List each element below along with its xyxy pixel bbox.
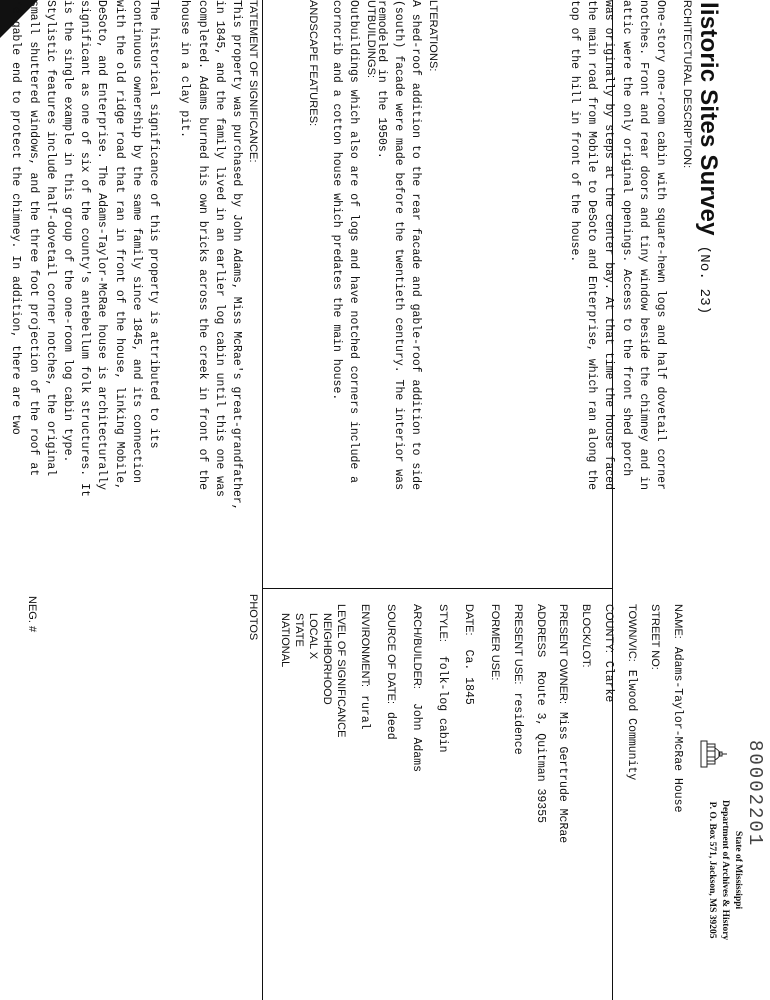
text-line: was originally by steps at the center bay. At that time the house faced bbox=[602, 0, 616, 490]
significance-neighborhood: NEIGHBORHOOD bbox=[321, 613, 333, 705]
text-line: (south) facade were made before the twentieth century. The interior was bbox=[391, 0, 405, 490]
field-label: NAME: bbox=[672, 604, 684, 639]
level-of-significance-heading: LEVEL OF SIGNIFICANCE bbox=[335, 604, 347, 738]
statement-paragraph-1 bbox=[176, 0, 245, 511]
alterations-heading: LTERATIONS: bbox=[427, 0, 439, 72]
form-number: (No. 23) bbox=[696, 245, 712, 315]
text-line: in 1845, and the family lived in an earlier log cabin until this one was bbox=[212, 0, 226, 497]
landscape-features-heading: ANDSCAPE FEATURES: bbox=[307, 0, 319, 127]
text-line: completed. Adams burned his own bricks across the creek in front of the bbox=[195, 0, 209, 490]
field-value: Clarke bbox=[602, 660, 615, 703]
form-title-text: listoric Sites Survey bbox=[695, 2, 722, 236]
field-label: STREET NO: bbox=[649, 604, 661, 670]
field-present-owner bbox=[555, 604, 573, 843]
field-style bbox=[435, 604, 453, 753]
text-line: DeSoto, and Enterprise. The Adams-Taylor-McRae house is architecturally bbox=[95, 0, 109, 490]
field-value: John Adams bbox=[410, 702, 423, 772]
field-address bbox=[533, 604, 551, 823]
text-line: The historical significance of this property is attributed to its bbox=[147, 0, 160, 449]
field-value: deed bbox=[384, 712, 397, 740]
field-date bbox=[461, 604, 479, 705]
text-line: Outbuildings which also are of logs and have notched corners include a bbox=[347, 0, 360, 484]
field-value: Adams-Taylor-McRae House bbox=[671, 646, 684, 813]
text-line: notches. Front and rear doors and tiny window beside the chimney and in bbox=[636, 0, 650, 490]
field-label: TOWN/VIC: bbox=[626, 604, 638, 662]
field-label: PRESENT OWNER: bbox=[557, 604, 569, 705]
field-value: Miss Gertrude McRae bbox=[556, 712, 569, 844]
field-present-use bbox=[510, 604, 528, 755]
field-arch-builder bbox=[409, 604, 427, 772]
field-label: ADDRESS bbox=[535, 604, 547, 658]
form-title bbox=[694, 2, 722, 314]
state-capitol-seal-icon bbox=[696, 736, 730, 772]
text-line: small shuttered windows, and the three foot projection of the roof at bbox=[26, 0, 40, 477]
outbuildings-heading: UTBUILDINGS: bbox=[365, 0, 377, 79]
text-line: A shed-roof addition to the rear facade and gable-roof addition to side bbox=[409, 0, 422, 490]
field-label: ENVIRONMENT: bbox=[359, 604, 371, 688]
field-value: Elwood Community bbox=[625, 669, 638, 781]
field-town-vic bbox=[624, 604, 642, 780]
text-line: Stylistic features include half-dovetail corner notches, the original bbox=[43, 0, 57, 477]
field-value: residence bbox=[511, 692, 524, 755]
architectural-description-text bbox=[566, 0, 669, 490]
field-street-no bbox=[647, 604, 665, 678]
agency-line: P. O. Box 571, Jackson, MS 39205 bbox=[707, 801, 717, 939]
field-label: DATE: bbox=[463, 604, 475, 636]
field-name bbox=[670, 604, 688, 812]
field-label: STYLE: bbox=[437, 604, 449, 642]
text-line: significant as one of six of the county's antebellum folk structures. It bbox=[78, 0, 92, 497]
outbuildings-text bbox=[328, 0, 362, 483]
text-line: attic were the only original openings. Access to the front shed porch bbox=[619, 0, 633, 477]
field-former-use bbox=[487, 604, 505, 688]
field-label: FORMER USE: bbox=[489, 604, 501, 681]
text-line: 'e gable end to protect the chimney. In addition, there are two bbox=[9, 0, 23, 435]
field-label: ARCH/BUILDER: bbox=[411, 604, 423, 689]
field-label: COUNTY: bbox=[603, 604, 615, 653]
field-label: PRESENT USE: bbox=[512, 604, 524, 685]
text-line: continuous ownership by the same family since 1845, and its connection bbox=[129, 0, 143, 484]
text-line: One-story one-room cabin with square-hewn logs and half dovetail corner bbox=[654, 0, 667, 490]
text-line: This property was purchased by John Adams, Miss McRae's great-grandfather, bbox=[230, 0, 243, 511]
field-county bbox=[601, 604, 619, 702]
alterations-text bbox=[372, 0, 424, 490]
field-value: Route 3, Quitman 39355 bbox=[534, 671, 547, 824]
significance-national: NATIONAL bbox=[279, 613, 291, 668]
field-environment bbox=[357, 604, 375, 730]
agency-address-block bbox=[705, 800, 744, 940]
significance-local: LOCAL X bbox=[307, 613, 319, 660]
field-block-lot bbox=[578, 604, 596, 676]
text-line: top of the hill in front of the house. bbox=[567, 0, 581, 263]
statement-paragraph-2 bbox=[7, 0, 162, 497]
column-divider-left bbox=[262, 0, 263, 1000]
stamped-reference-number: 80002201 bbox=[744, 740, 766, 848]
field-value: rural bbox=[358, 695, 371, 730]
text-line: house in a clay pit. bbox=[178, 0, 192, 139]
architectural-description-heading: RCHITECTURAL DESCRIPTION: bbox=[681, 0, 693, 169]
field-value: folk-log cabin bbox=[436, 655, 449, 753]
agency-line: State of Mississippi bbox=[733, 831, 743, 910]
text-line: the main road from Mobile to DeSoto and Enterprise, which ran along the bbox=[585, 0, 599, 490]
field-label: SOURCE OF DATE: bbox=[385, 604, 397, 705]
field-source-of-date bbox=[383, 604, 401, 740]
negative-number-label: NEG. # bbox=[26, 596, 38, 633]
agency-line: Department of Archives & History bbox=[720, 800, 730, 941]
text-line: with the old ridge road that ran in front of the house, linking Mobile, bbox=[112, 0, 126, 490]
statement-of-significance-heading: TATEMENT OF SIGNIFICANCE: bbox=[247, 0, 259, 163]
field-label: BLOCK/LOT: bbox=[580, 604, 592, 668]
photos-label: PHOTOS bbox=[247, 594, 259, 641]
text-line: remodeled in the 1950s. bbox=[374, 0, 388, 159]
text-line: corncrib and a cotton house which predates the main house. bbox=[329, 0, 343, 401]
text-line: is the single example in this group of the one-room log cabin type. bbox=[60, 0, 74, 463]
field-value: Ca. 1845 bbox=[462, 649, 475, 705]
significance-state: STATE bbox=[293, 613, 305, 647]
photos-divider bbox=[262, 588, 612, 589]
